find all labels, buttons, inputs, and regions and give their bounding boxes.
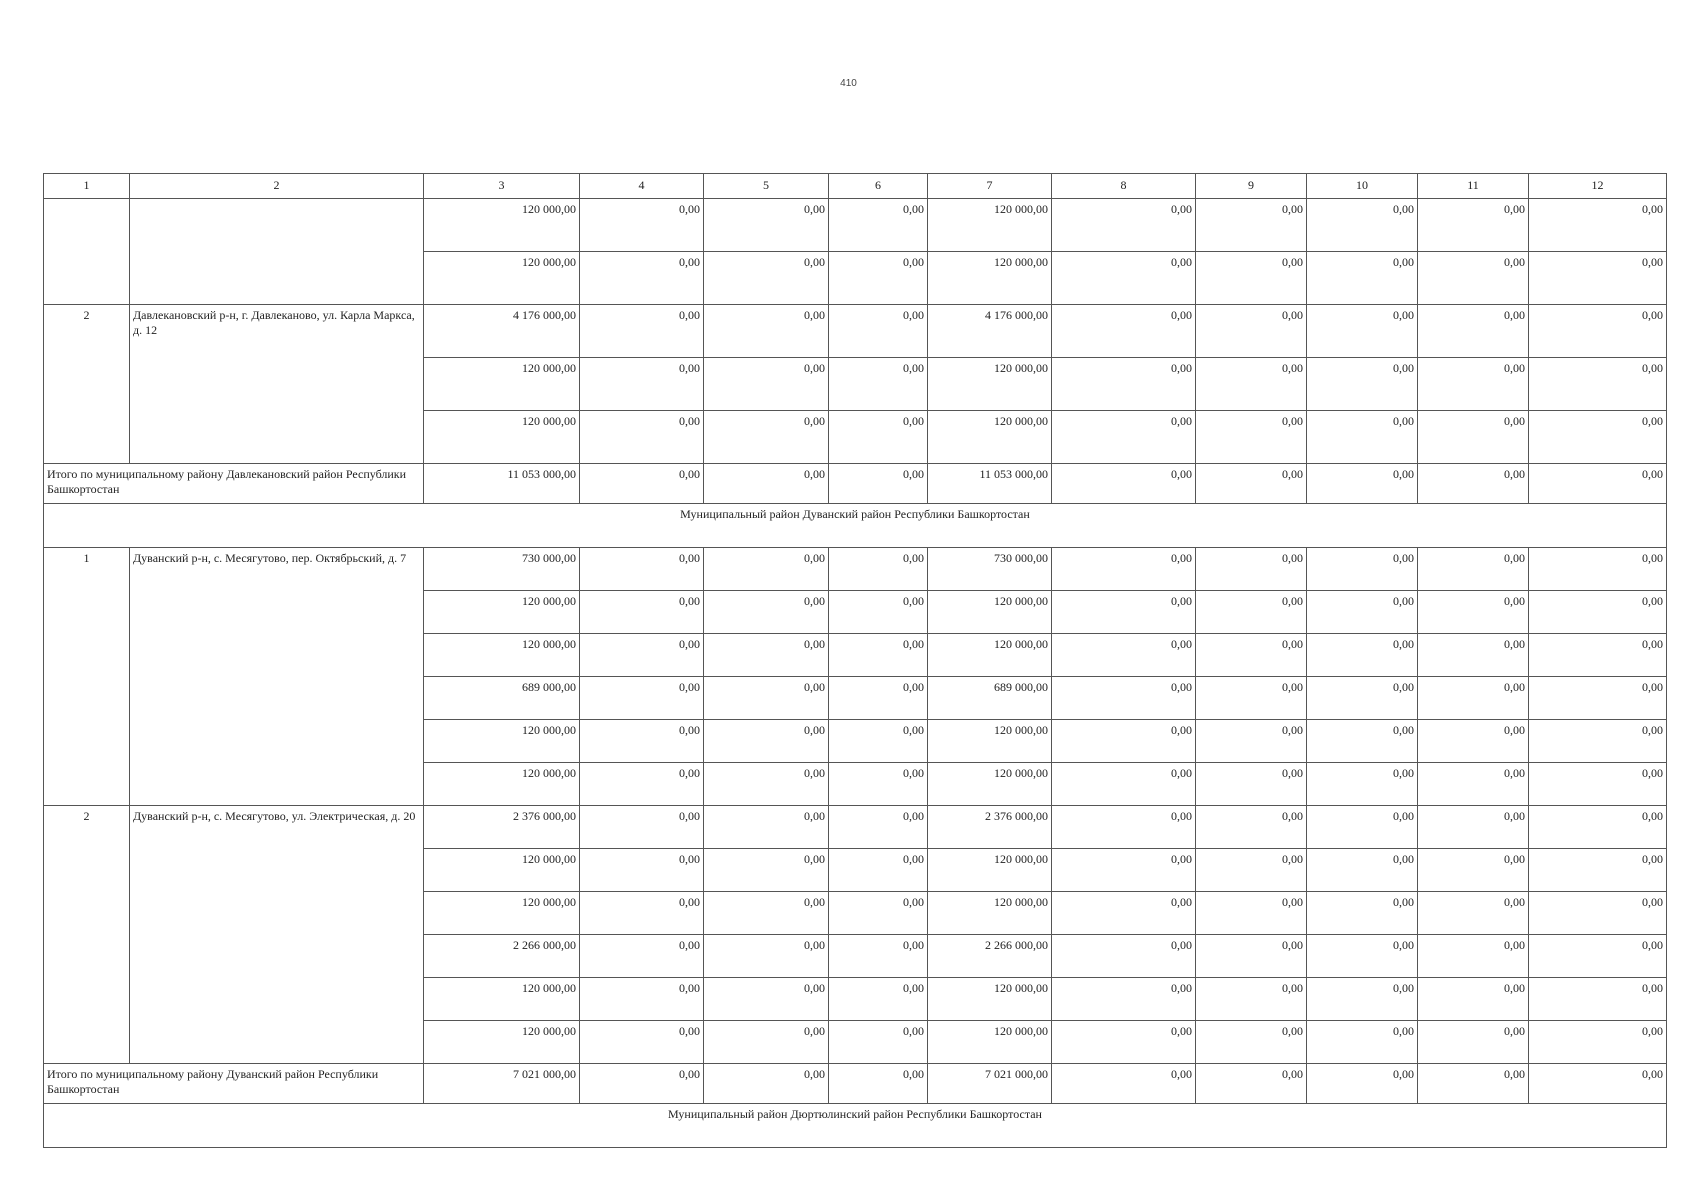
total-value-cell: 0,00: [1307, 464, 1418, 504]
value-cell: 0,00: [1052, 634, 1196, 677]
value-cell: 0,00: [1196, 892, 1307, 935]
value-cell: 0,00: [704, 978, 829, 1021]
value-cell: 0,00: [829, 411, 928, 464]
value-cell: 0,00: [580, 677, 704, 720]
value-cell: 0,00: [1529, 763, 1667, 806]
value-cell: 0,00: [1196, 720, 1307, 763]
value-cell: 0,00: [1529, 548, 1667, 591]
total-value-cell: 0,00: [1052, 1064, 1196, 1104]
value-cell: 4 176 000,00: [424, 305, 580, 358]
value-cell: 120 000,00: [928, 634, 1052, 677]
total-value-cell: 0,00: [1196, 464, 1307, 504]
value-cell: 0,00: [1307, 548, 1418, 591]
value-cell: 0,00: [1529, 1021, 1667, 1064]
column-header: 10: [1307, 174, 1418, 199]
value-cell: 0,00: [580, 591, 704, 634]
value-cell: 0,00: [1418, 1021, 1529, 1064]
value-cell: 0,00: [580, 720, 704, 763]
value-cell: 0,00: [1307, 806, 1418, 849]
value-cell: 0,00: [580, 358, 704, 411]
value-cell: 0,00: [829, 720, 928, 763]
district-heading: Муниципальный район Дюртюлинский район Республики Башкортостан: [44, 1104, 1667, 1148]
value-cell: 0,00: [1052, 358, 1196, 411]
value-cell: 0,00: [704, 358, 829, 411]
value-cell: 120 000,00: [928, 591, 1052, 634]
value-cell: 0,00: [704, 305, 829, 358]
value-cell: 0,00: [1529, 892, 1667, 935]
value-cell: 2 376 000,00: [928, 806, 1052, 849]
total-value-cell: 11 053 000,00: [424, 464, 580, 504]
value-cell: 0,00: [1307, 634, 1418, 677]
value-cell: 0,00: [1307, 720, 1418, 763]
page-number: 410: [840, 78, 857, 89]
value-cell: 0,00: [1196, 411, 1307, 464]
value-cell: 0,00: [829, 634, 928, 677]
column-header: 6: [829, 174, 928, 199]
value-cell: 0,00: [829, 199, 928, 252]
value-cell: 0,00: [704, 892, 829, 935]
district-total-row: [44, 464, 1667, 504]
address-number: 2: [44, 305, 130, 464]
value-cell: 0,00: [704, 252, 829, 305]
value-cell: 0,00: [1052, 677, 1196, 720]
value-cell: 120 000,00: [424, 358, 580, 411]
value-cell: 0,00: [1307, 978, 1418, 1021]
district-total-label: Итого по муниципальному району Дуванский район Республики Башкортостан: [44, 1064, 424, 1104]
value-cell: 0,00: [1052, 305, 1196, 358]
value-cell: 0,00: [829, 978, 928, 1021]
value-cell: 689 000,00: [928, 677, 1052, 720]
column-header: 4: [580, 174, 704, 199]
value-cell: 0,00: [1196, 935, 1307, 978]
value-cell: 120 000,00: [928, 358, 1052, 411]
total-value-cell: 11 053 000,00: [928, 464, 1052, 504]
value-cell: 120 000,00: [424, 892, 580, 935]
value-cell: 120 000,00: [928, 849, 1052, 892]
total-value-cell: 0,00: [1052, 464, 1196, 504]
value-cell: 0,00: [1418, 892, 1529, 935]
value-cell: 0,00: [1529, 935, 1667, 978]
value-cell: 0,00: [704, 806, 829, 849]
value-cell: 0,00: [1052, 199, 1196, 252]
value-cell: 0,00: [704, 634, 829, 677]
total-value-cell: 0,00: [580, 464, 704, 504]
value-cell: 0,00: [704, 199, 829, 252]
value-cell: 0,00: [1307, 849, 1418, 892]
value-cell: 120 000,00: [424, 591, 580, 634]
value-cell: 0,00: [1196, 978, 1307, 1021]
value-cell: 0,00: [829, 892, 928, 935]
value-cell: 0,00: [1418, 720, 1529, 763]
value-cell: 0,00: [829, 1021, 928, 1064]
value-cell: 0,00: [1529, 634, 1667, 677]
value-cell: 120 000,00: [424, 634, 580, 677]
value-cell: 0,00: [704, 677, 829, 720]
address-cell: Давлекановский р-н, г. Давлеканово, ул. Карла Маркса, д. 12: [130, 305, 424, 464]
value-cell: 0,00: [1418, 305, 1529, 358]
value-cell: 2 376 000,00: [424, 806, 580, 849]
value-cell: 0,00: [580, 849, 704, 892]
value-cell: 2 266 000,00: [424, 935, 580, 978]
total-value-cell: 7 021 000,00: [424, 1064, 580, 1104]
value-cell: 0,00: [1418, 849, 1529, 892]
value-cell: 120 000,00: [424, 763, 580, 806]
column-header: 5: [704, 174, 829, 199]
value-cell: 120 000,00: [424, 411, 580, 464]
value-cell: 0,00: [580, 199, 704, 252]
value-cell: 0,00: [1418, 411, 1529, 464]
total-value-cell: 0,00: [829, 1064, 928, 1104]
value-cell: 0,00: [1196, 548, 1307, 591]
value-cell: 0,00: [829, 849, 928, 892]
value-cell: 0,00: [1418, 634, 1529, 677]
value-cell: 0,00: [829, 358, 928, 411]
value-cell: 0,00: [704, 763, 829, 806]
total-value-cell: 0,00: [1418, 464, 1529, 504]
value-cell: 0,00: [580, 634, 704, 677]
value-cell: 0,00: [829, 935, 928, 978]
value-cell: 0,00: [1529, 677, 1667, 720]
value-cell: 0,00: [1529, 411, 1667, 464]
total-value-cell: 0,00: [829, 464, 928, 504]
address-cell: [130, 199, 424, 305]
value-cell: 120 000,00: [424, 978, 580, 1021]
table-row: [44, 305, 1667, 358]
value-cell: 0,00: [1307, 305, 1418, 358]
district-heading-row: [44, 504, 1667, 548]
value-cell: 120 000,00: [928, 978, 1052, 1021]
total-value-cell: 0,00: [1196, 1064, 1307, 1104]
value-cell: 0,00: [704, 591, 829, 634]
column-header: 11: [1418, 174, 1529, 199]
table-row: [44, 548, 1667, 591]
value-cell: 0,00: [1052, 548, 1196, 591]
value-cell: 0,00: [1196, 305, 1307, 358]
value-cell: 0,00: [580, 892, 704, 935]
value-cell: 0,00: [580, 806, 704, 849]
value-cell: 0,00: [1307, 892, 1418, 935]
value-cell: 0,00: [829, 806, 928, 849]
value-cell: 730 000,00: [424, 548, 580, 591]
table-row: [44, 199, 1667, 252]
value-cell: 120 000,00: [928, 1021, 1052, 1064]
value-cell: 0,00: [1418, 358, 1529, 411]
value-cell: 0,00: [1418, 199, 1529, 252]
value-cell: 120 000,00: [928, 892, 1052, 935]
value-cell: 0,00: [1196, 1021, 1307, 1064]
value-cell: 0,00: [1307, 935, 1418, 978]
value-cell: 0,00: [704, 935, 829, 978]
value-cell: 0,00: [1529, 199, 1667, 252]
value-cell: 0,00: [1418, 935, 1529, 978]
value-cell: 120 000,00: [928, 763, 1052, 806]
total-value-cell: 0,00: [1529, 464, 1667, 504]
value-cell: 0,00: [1052, 591, 1196, 634]
budget-table: [43, 173, 1667, 1148]
address-number: 2: [44, 806, 130, 1064]
value-cell: 0,00: [1052, 978, 1196, 1021]
value-cell: 0,00: [829, 548, 928, 591]
value-cell: 0,00: [1307, 252, 1418, 305]
value-cell: 0,00: [580, 1021, 704, 1064]
value-cell: 0,00: [1418, 978, 1529, 1021]
value-cell: 0,00: [1196, 806, 1307, 849]
value-cell: 0,00: [829, 763, 928, 806]
value-cell: 0,00: [1052, 411, 1196, 464]
value-cell: 0,00: [1196, 358, 1307, 411]
total-value-cell: 0,00: [704, 464, 829, 504]
value-cell: 0,00: [1418, 591, 1529, 634]
value-cell: 0,00: [1529, 591, 1667, 634]
address-cell: Дуванский р-н, с. Месягутово, пер. Октябрьский, д. 7: [130, 548, 424, 806]
value-cell: 120 000,00: [424, 720, 580, 763]
district-total-label: Итого по муниципальному району Давлекановский район Республики Башкортостан: [44, 464, 424, 504]
value-cell: 0,00: [1052, 1021, 1196, 1064]
value-cell: 0,00: [1052, 935, 1196, 978]
value-cell: 0,00: [1196, 634, 1307, 677]
column-header: 2: [130, 174, 424, 199]
value-cell: 0,00: [1307, 411, 1418, 464]
value-cell: 120 000,00: [424, 199, 580, 252]
value-cell: 0,00: [704, 548, 829, 591]
district-heading-row: [44, 1104, 1667, 1148]
value-cell: 0,00: [829, 252, 928, 305]
value-cell: 0,00: [829, 305, 928, 358]
value-cell: 0,00: [1418, 806, 1529, 849]
value-cell: 120 000,00: [424, 849, 580, 892]
value-cell: 120 000,00: [928, 720, 1052, 763]
total-value-cell: 0,00: [1529, 1064, 1667, 1104]
value-cell: 0,00: [1196, 591, 1307, 634]
value-cell: 0,00: [1307, 591, 1418, 634]
value-cell: 0,00: [1418, 548, 1529, 591]
value-cell: 0,00: [1052, 720, 1196, 763]
column-header: 1: [44, 174, 130, 199]
total-value-cell: 0,00: [1307, 1064, 1418, 1104]
district-total-row: [44, 1064, 1667, 1104]
value-cell: 0,00: [704, 411, 829, 464]
value-cell: 0,00: [1529, 720, 1667, 763]
value-cell: 730 000,00: [928, 548, 1052, 591]
column-header: 9: [1196, 174, 1307, 199]
value-cell: 0,00: [580, 763, 704, 806]
value-cell: 4 176 000,00: [928, 305, 1052, 358]
value-cell: 0,00: [1196, 849, 1307, 892]
value-cell: 0,00: [580, 978, 704, 1021]
value-cell: 0,00: [1418, 763, 1529, 806]
value-cell: 120 000,00: [424, 1021, 580, 1064]
value-cell: 0,00: [580, 935, 704, 978]
value-cell: 0,00: [829, 677, 928, 720]
value-cell: 0,00: [704, 1021, 829, 1064]
address-number: 1: [44, 548, 130, 806]
address-number: [44, 199, 130, 305]
value-cell: 0,00: [580, 548, 704, 591]
table-row: [44, 806, 1667, 849]
district-heading: Муниципальный район Дуванский район Республики Башкортостан: [44, 504, 1667, 548]
column-header: 3: [424, 174, 580, 199]
value-cell: 0,00: [1052, 806, 1196, 849]
value-cell: 0,00: [1418, 252, 1529, 305]
total-value-cell: 0,00: [704, 1064, 829, 1104]
column-header: 8: [1052, 174, 1196, 199]
value-cell: 120 000,00: [424, 252, 580, 305]
value-cell: 0,00: [1307, 199, 1418, 252]
value-cell: 0,00: [829, 591, 928, 634]
value-cell: 0,00: [580, 305, 704, 358]
value-cell: 0,00: [1529, 305, 1667, 358]
total-value-cell: 0,00: [1418, 1064, 1529, 1104]
value-cell: 0,00: [1052, 849, 1196, 892]
value-cell: 0,00: [704, 720, 829, 763]
value-cell: 0,00: [1307, 677, 1418, 720]
column-header: 7: [928, 174, 1052, 199]
value-cell: 0,00: [1529, 849, 1667, 892]
value-cell: 120 000,00: [928, 411, 1052, 464]
value-cell: 0,00: [704, 849, 829, 892]
value-cell: 0,00: [1052, 892, 1196, 935]
value-cell: 0,00: [1196, 252, 1307, 305]
value-cell: 689 000,00: [424, 677, 580, 720]
value-cell: 0,00: [1418, 677, 1529, 720]
value-cell: 0,00: [1529, 252, 1667, 305]
value-cell: 0,00: [1529, 978, 1667, 1021]
address-cell: Дуванский р-н, с. Месягутово, ул. Электрическая, д. 20: [130, 806, 424, 1064]
column-number-row: [44, 174, 1667, 199]
value-cell: 0,00: [1307, 1021, 1418, 1064]
value-cell: 120 000,00: [928, 252, 1052, 305]
value-cell: 2 266 000,00: [928, 935, 1052, 978]
column-header: 12: [1529, 174, 1667, 199]
value-cell: 0,00: [580, 252, 704, 305]
value-cell: 0,00: [1052, 763, 1196, 806]
value-cell: 0,00: [1196, 199, 1307, 252]
value-cell: 0,00: [1196, 763, 1307, 806]
total-value-cell: 7 021 000,00: [928, 1064, 1052, 1104]
value-cell: 0,00: [1529, 358, 1667, 411]
total-value-cell: 0,00: [580, 1064, 704, 1104]
value-cell: 120 000,00: [928, 199, 1052, 252]
value-cell: 0,00: [1052, 252, 1196, 305]
value-cell: 0,00: [1196, 677, 1307, 720]
value-cell: 0,00: [580, 411, 704, 464]
value-cell: 0,00: [1529, 806, 1667, 849]
value-cell: 0,00: [1307, 358, 1418, 411]
value-cell: 0,00: [1307, 763, 1418, 806]
